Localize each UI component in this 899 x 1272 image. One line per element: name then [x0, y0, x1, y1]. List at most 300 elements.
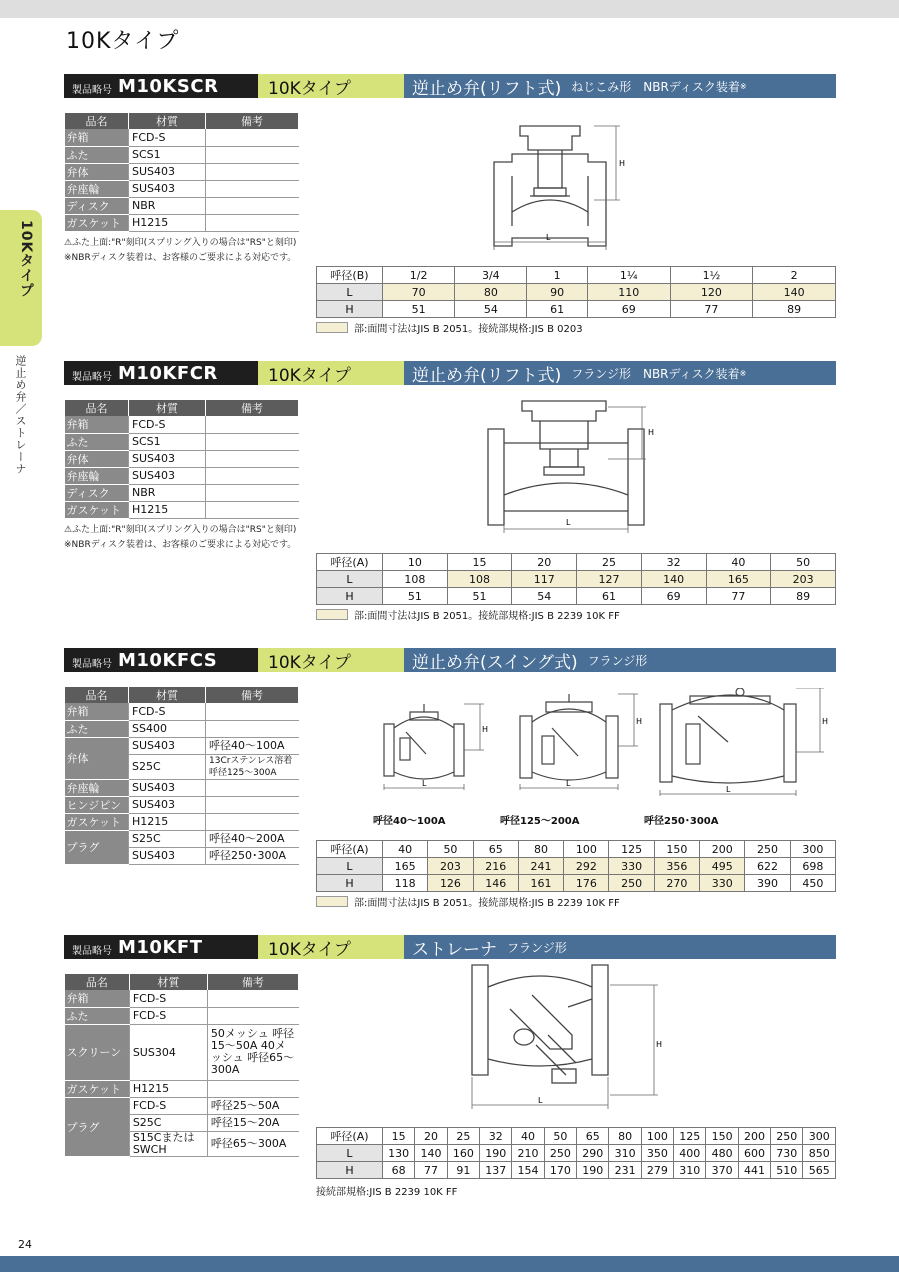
material: NBR [129, 484, 206, 501]
legend [316, 894, 620, 909]
legend-text: 部:面間寸法はJIS B 2051。接続部規格:JIS B 2239 10K FF [354, 611, 620, 622]
name-box [404, 648, 836, 672]
size-cell: 50 [771, 554, 836, 571]
size-cell: 32 [480, 1128, 512, 1145]
l-cell: 622 [745, 858, 790, 875]
l-cell: 203 [771, 571, 836, 588]
h-cell: 89 [753, 301, 836, 318]
product-name: 逆止め弁(スイング式) [412, 652, 578, 673]
size-cell: 125 [609, 841, 654, 858]
table-row [65, 703, 299, 720]
part-name: ガスケット [65, 1080, 130, 1097]
name-box [404, 935, 836, 959]
size-cell: 250 [771, 1128, 803, 1145]
dim-label-l: L [422, 779, 427, 788]
material: S25C [129, 1114, 207, 1131]
th-part: 品名 [65, 400, 129, 417]
part-name: 弁箱 [65, 703, 129, 720]
l-cell: 117 [512, 571, 577, 588]
note: 呼径65～300A [207, 1131, 298, 1156]
th-material: 材質 [129, 400, 206, 417]
product-code: M10KFCS [118, 649, 218, 671]
material: SUS403 [129, 180, 206, 197]
l-cell: 356 [654, 858, 699, 875]
legend-swatch [316, 322, 348, 333]
material-table [64, 973, 299, 1157]
l-cell: 400 [674, 1145, 706, 1162]
type-box: 10Kタイプ [258, 361, 404, 385]
size-cell: 40 [383, 841, 428, 858]
size-cell: 50 [544, 1128, 576, 1145]
page-number: 24 [18, 1238, 32, 1251]
l-cell: 70 [383, 284, 455, 301]
section-m10kfcs [64, 648, 836, 918]
h-cell: 450 [790, 875, 835, 892]
h-cell: 146 [473, 875, 518, 892]
l-cell: 190 [480, 1145, 512, 1162]
size-header: 呼径(B) [317, 267, 383, 284]
legend [316, 1183, 457, 1198]
table-row [65, 214, 299, 231]
product-sub: ねじこみ形 NBRディスク装着 [571, 79, 740, 94]
part-name: 弁座輪 [65, 779, 129, 796]
material: S15Cまたは SWCH [129, 1131, 207, 1156]
note [206, 796, 299, 813]
table-row [65, 990, 299, 1007]
size-cell: 40 [512, 1128, 544, 1145]
row-label-l: L [317, 1145, 383, 1162]
material: SUS304 [129, 1024, 207, 1080]
l-cell: 292 [564, 858, 609, 875]
th-note: 備考 [207, 974, 298, 991]
size-cell: 200 [738, 1128, 770, 1145]
note [206, 484, 299, 501]
h-cell: 69 [641, 588, 706, 605]
material: SCS1 [129, 433, 206, 450]
table-row [65, 450, 299, 467]
size-cell: 150 [706, 1128, 738, 1145]
table-row [65, 779, 299, 796]
table-row [65, 197, 299, 214]
section-header [64, 361, 836, 385]
h-cell: 61 [577, 588, 642, 605]
product-code: M10KFT [118, 936, 203, 958]
section-header [64, 648, 836, 672]
size-cell: 65 [577, 1128, 609, 1145]
h-cell: 118 [383, 875, 428, 892]
row-label-h: H [317, 301, 383, 318]
l-cell: 250 [544, 1145, 576, 1162]
h-cell: 390 [745, 875, 790, 892]
note [206, 197, 299, 214]
material: FCD-S [129, 416, 206, 433]
l-cell: 140 [753, 284, 836, 301]
part-name: ディスク [65, 484, 129, 501]
th-material: 材質 [129, 687, 206, 704]
h-cell: 310 [674, 1162, 706, 1179]
dimension-table [316, 840, 836, 892]
footnote-mark: ※ [739, 81, 747, 91]
material: SUS403 [129, 737, 206, 754]
h-cell: 510 [771, 1162, 803, 1179]
legend-text: 部:面間寸法はJIS B 2051。接続部規格:JIS B 2239 10K FF [354, 898, 620, 909]
material: SUS403 [129, 450, 206, 467]
table-row [65, 501, 299, 518]
legend [316, 607, 620, 622]
part-name: ディスク [65, 197, 129, 214]
caption-small: 呼径40～100A [373, 816, 446, 827]
caption-medium: 呼径125～200A [500, 816, 580, 827]
product-code: M10KSCR [118, 75, 219, 97]
note [206, 180, 299, 197]
table-row [65, 796, 299, 813]
top-band [0, 0, 899, 18]
size-cell: 80 [518, 841, 563, 858]
th-part: 品名 [65, 974, 130, 991]
size-cell: 300 [790, 841, 835, 858]
code-label: 製品略号 [72, 945, 112, 957]
material: FCD-S [129, 1097, 207, 1114]
code-label: 製品略号 [72, 84, 112, 96]
h-cell: 51 [383, 588, 448, 605]
l-cell: 110 [587, 284, 670, 301]
h-cell: 370 [706, 1162, 738, 1179]
table-row [65, 484, 299, 501]
size-cell: 20 [512, 554, 577, 571]
note-line: ⚠ふた上面:"R"刻印(スプリング入りの場合は"RS"と刻印) [64, 525, 297, 535]
dim-label-h: H [619, 159, 626, 168]
material: SUS403 [129, 796, 206, 813]
strainer-drawing [462, 963, 682, 1119]
size-cell: 150 [654, 841, 699, 858]
size-header: 呼径(A) [317, 841, 383, 858]
th-material: 材質 [129, 113, 206, 130]
section-m10kfcr [64, 361, 836, 631]
l-cell: 165 [383, 858, 428, 875]
table-row [65, 180, 299, 197]
size-cell: 1 [527, 267, 587, 284]
dim-label-h: H [656, 1040, 663, 1049]
h-cell: 91 [447, 1162, 479, 1179]
l-cell: 140 [641, 571, 706, 588]
note: 呼径15～20A [207, 1114, 298, 1131]
note: 呼径40～200A [206, 830, 299, 847]
row-label-l: L [317, 858, 383, 875]
h-cell: 89 [771, 588, 836, 605]
note [206, 129, 299, 146]
h-cell: 190 [577, 1162, 609, 1179]
l-cell: 108 [447, 571, 512, 588]
h-cell: 77 [670, 301, 753, 318]
material-table [64, 686, 299, 865]
material-table [64, 399, 299, 519]
h-cell: 61 [527, 301, 587, 318]
dimension-table [316, 1127, 836, 1179]
table-row [65, 720, 299, 737]
product-name: 逆止め弁(リフト式) [412, 365, 562, 386]
note [206, 416, 299, 433]
note: 呼径25～50A [207, 1097, 298, 1114]
h-cell: 68 [383, 1162, 415, 1179]
size-cell: 20 [415, 1128, 447, 1145]
note [206, 450, 299, 467]
section-header [64, 935, 836, 959]
material: NBR [129, 197, 206, 214]
part-name: プラグ [65, 1097, 130, 1156]
l-cell: 350 [641, 1145, 673, 1162]
material: S25C [129, 830, 206, 847]
table-row [65, 813, 299, 830]
code-box [64, 74, 258, 98]
material: H1215 [129, 501, 206, 518]
l-cell: 165 [706, 571, 771, 588]
side-category: 逆止め弁／ストレーナ [14, 355, 27, 475]
l-cell: 730 [771, 1145, 803, 1162]
dim-label-h: H [822, 717, 829, 726]
material: FCD-S [129, 990, 207, 1007]
part-name: 弁座輪 [65, 180, 129, 197]
note [206, 720, 299, 737]
l-cell: 495 [700, 858, 745, 875]
part-name: 弁座輪 [65, 467, 129, 484]
material-table [64, 112, 299, 232]
material: H1215 [129, 1080, 207, 1097]
h-cell: 231 [609, 1162, 641, 1179]
note [207, 1080, 298, 1097]
legend-text: 接続部規格:JIS B 2239 10K FF [316, 1187, 458, 1198]
note [206, 433, 299, 450]
h-cell: 441 [738, 1162, 770, 1179]
material: FCD-S [129, 129, 206, 146]
h-cell: 54 [512, 588, 577, 605]
th-material: 材質 [129, 974, 207, 991]
notes [64, 236, 296, 266]
size-cell: 80 [609, 1128, 641, 1145]
name-box [404, 74, 836, 98]
legend-text: 部:面間寸法はJIS B 2051。接続部規格:JIS B 0203 [354, 324, 583, 335]
part-name: 弁体 [65, 450, 129, 467]
size-header: 呼径(A) [317, 1128, 383, 1145]
table-row [65, 467, 299, 484]
note: 50メッシュ 呼径15～50A 40メッシュ 呼径65～300A [207, 1024, 298, 1080]
th-note: 備考 [206, 113, 299, 130]
h-cell: 77 [706, 588, 771, 605]
valve-drawing [490, 114, 690, 250]
part-name: ヒンジピン [65, 796, 129, 813]
l-cell: 480 [706, 1145, 738, 1162]
part-name: ふた [65, 720, 129, 737]
table-row [65, 433, 299, 450]
note [206, 467, 299, 484]
part-name: 弁体 [65, 737, 129, 779]
dim-label-l: L [566, 779, 571, 788]
part-name: 弁箱 [65, 990, 130, 1007]
section-m10kscr [64, 74, 836, 344]
l-cell: 160 [447, 1145, 479, 1162]
product-name: 逆止め弁(リフト式) [412, 78, 562, 99]
note-line: ⚠ふた上面:"R"刻印(スプリング入りの場合は"RS"と刻印) [64, 238, 297, 248]
h-cell: 54 [455, 301, 527, 318]
size-cell: 300 [803, 1128, 836, 1145]
part-name: ふた [65, 433, 129, 450]
material: SCS1 [129, 146, 206, 163]
product-sub: フランジ形 NBRディスク装着 [571, 366, 740, 381]
material: FCD-S [129, 1007, 207, 1024]
caption-large: 呼径250･300A [644, 816, 719, 827]
table-row [65, 1080, 299, 1097]
size-cell: 15 [383, 1128, 415, 1145]
size-cell: 10 [383, 554, 448, 571]
dim-label-h: H [636, 717, 643, 726]
size-cell: 100 [641, 1128, 673, 1145]
swing-valve-drawings [370, 688, 840, 808]
note: 呼径40～100A [206, 737, 299, 754]
footnote-mark: ※ [739, 368, 747, 378]
size-cell: 32 [641, 554, 706, 571]
product-sub: フランジ形 [587, 653, 648, 668]
table-row [65, 830, 299, 847]
legend [316, 320, 583, 335]
row-label-h: H [317, 1162, 383, 1179]
type-box: 10Kタイプ [258, 74, 404, 98]
table-row [65, 1007, 299, 1024]
th-note: 備考 [206, 400, 299, 417]
h-cell: 51 [383, 301, 455, 318]
note [207, 1007, 298, 1024]
h-cell: 170 [544, 1162, 576, 1179]
l-cell: 290 [577, 1145, 609, 1162]
dimension-table [316, 266, 836, 318]
th-part: 品名 [65, 113, 129, 130]
l-cell: 120 [670, 284, 753, 301]
section-header [64, 74, 836, 98]
l-cell: 310 [609, 1145, 641, 1162]
note [206, 703, 299, 720]
dim-label-h: H [648, 428, 655, 437]
note-line: ※NBRディスク装着は、お客様のご要求による対応です。 [64, 253, 297, 263]
product-name: ストレーナ [412, 939, 497, 960]
size-cell: 1/2 [383, 267, 455, 284]
material: SUS403 [129, 163, 206, 180]
row-label-l: L [317, 571, 383, 588]
h-cell: 51 [447, 588, 512, 605]
dim-label-l: L [726, 785, 731, 794]
table-row [65, 146, 299, 163]
table-row [65, 1024, 299, 1080]
size-cell: 15 [447, 554, 512, 571]
h-cell: 69 [587, 301, 670, 318]
note: 13Crステンレス溶着 呼径125～300A [206, 754, 299, 779]
l-cell: 600 [738, 1145, 770, 1162]
material: FCD-S [129, 703, 206, 720]
part-name: 弁体 [65, 163, 129, 180]
material: SUS403 [129, 467, 206, 484]
note [206, 214, 299, 231]
l-cell: 130 [383, 1145, 415, 1162]
note-line: ※NBRディスク装着は、お客様のご要求による対応です。 [64, 540, 297, 550]
legend-swatch [316, 896, 348, 907]
row-label-l: L [317, 284, 383, 301]
name-box [404, 361, 836, 385]
l-cell: 210 [512, 1145, 544, 1162]
size-cell: 200 [700, 841, 745, 858]
h-cell: 270 [654, 875, 699, 892]
size-cell: 50 [428, 841, 473, 858]
code-box [64, 935, 258, 959]
h-cell: 330 [700, 875, 745, 892]
l-cell: 241 [518, 858, 563, 875]
note [206, 501, 299, 518]
code-box [64, 648, 258, 672]
l-cell: 203 [428, 858, 473, 875]
size-cell: 2 [753, 267, 836, 284]
part-name: ふた [65, 146, 129, 163]
type-box: 10Kタイプ [258, 648, 404, 672]
material: H1215 [129, 214, 206, 231]
size-cell: 125 [674, 1128, 706, 1145]
material: H1215 [129, 813, 206, 830]
legend-swatch [316, 609, 348, 620]
bottom-band [0, 1256, 899, 1272]
th-note: 備考 [206, 687, 299, 704]
th-part: 品名 [65, 687, 129, 704]
part-name: 弁箱 [65, 416, 129, 433]
size-cell: 65 [473, 841, 518, 858]
dim-label-l: L [538, 1096, 543, 1105]
row-label-h: H [317, 588, 383, 605]
product-code: M10KFCR [118, 362, 218, 384]
l-cell: 850 [803, 1145, 836, 1162]
note [206, 813, 299, 830]
l-cell: 216 [473, 858, 518, 875]
code-box [64, 361, 258, 385]
dim-label-l: L [546, 233, 551, 242]
size-cell: 25 [447, 1128, 479, 1145]
side-tab-label: 10Kタイプ [18, 220, 34, 299]
note [206, 163, 299, 180]
size-cell: 3/4 [455, 267, 527, 284]
part-name: プラグ [65, 830, 129, 864]
note [206, 779, 299, 796]
valve-drawing [482, 399, 682, 535]
code-label: 製品略号 [72, 658, 112, 670]
l-cell: 698 [790, 858, 835, 875]
note [207, 990, 298, 1007]
h-cell: 126 [428, 875, 473, 892]
note [206, 146, 299, 163]
l-cell: 80 [455, 284, 527, 301]
material: SUS403 [129, 779, 206, 796]
part-name: ガスケット [65, 813, 129, 830]
l-cell: 330 [609, 858, 654, 875]
table-row [65, 1097, 299, 1114]
h-cell: 176 [564, 875, 609, 892]
page-title: 10Kタイプ [66, 29, 180, 54]
material: SS400 [129, 720, 206, 737]
size-header: 呼径(A) [317, 554, 383, 571]
type-box: 10Kタイプ [258, 935, 404, 959]
size-cell: 1¼ [587, 267, 670, 284]
h-cell: 161 [518, 875, 563, 892]
size-cell: 25 [577, 554, 642, 571]
table-row [65, 163, 299, 180]
code-label: 製品略号 [72, 371, 112, 383]
dim-label-h: H [482, 725, 489, 734]
part-name: ガスケット [65, 501, 129, 518]
part-name: ガスケット [65, 214, 129, 231]
table-row [65, 737, 299, 754]
l-cell: 127 [577, 571, 642, 588]
